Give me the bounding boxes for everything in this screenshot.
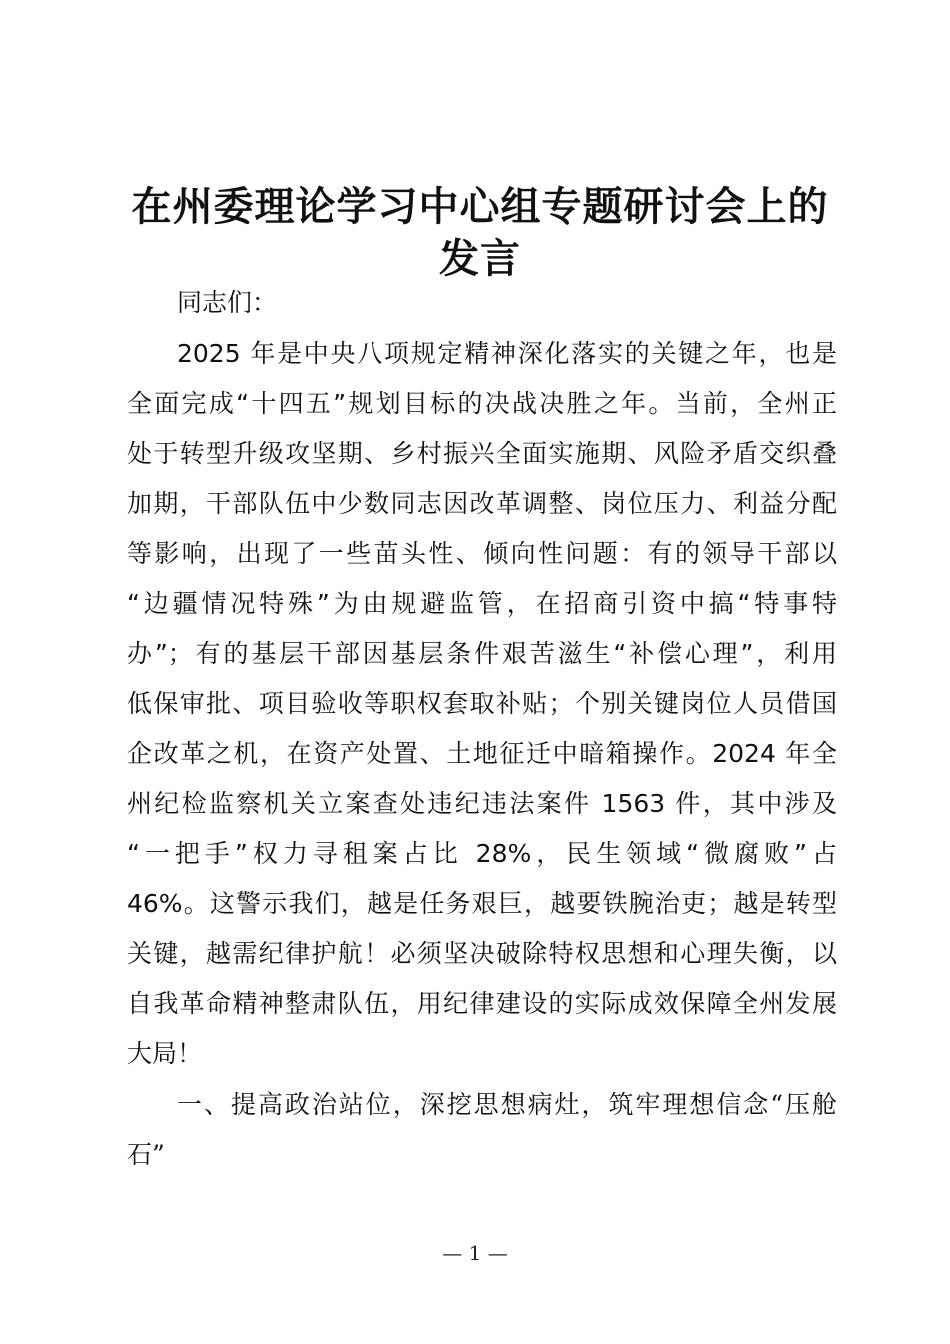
paragraph-1-line-11: “一把手”权力寻租案占比 28%，民生领域“微腐败”占	[127, 839, 837, 868]
paragraph-1-line-8: 低保审批、项目验收等职权套取补贴；个别关键岗位人员借国	[127, 689, 837, 718]
paragraph-1-line-14: 自我革命精神整肃队伍，用纪律建设的实际成效保障全州发展	[127, 989, 837, 1018]
document-title-line-1: 在州委理论学习中心组专题研讨会上的	[131, 183, 829, 230]
paragraph-1-line-10: 州纪检监察机关立案查处违纪违法案件 1563 件，其中涉及	[127, 789, 837, 818]
paragraph-1-line-6: “边疆情况特殊”为由规避监管，在招商引资中搞“特事特	[127, 589, 837, 618]
salutation: 同志们：	[177, 288, 278, 317]
paragraph-1-line-4: 加期，干部队伍中少数同志因改革调整、岗位压力、利益分配	[127, 489, 837, 518]
paragraph-1-line-2: 全面完成“十四五”规划目标的决战决胜之年。当前，全州正	[127, 389, 837, 418]
section-heading-1-line-2: 石”	[127, 1140, 165, 1169]
paragraph-1-line-9: 企改革之机，在资产处置、土地征迁中暗箱操作。2024 年全	[127, 739, 837, 768]
page-number: — 1 —	[442, 1241, 508, 1265]
paragraph-1-line-3: 处于转型升级攻坚期、乡村振兴全面实施期、风险矛盾交织叠	[127, 439, 837, 468]
section-heading-1-line-1: 一、提高政治站位，深挖思想病灶，筑牢理想信念“压舱	[177, 1090, 837, 1119]
paragraph-1-line-13: 关键，越需纪律护航！必须坚决破除特权思想和心理失衡，以	[127, 939, 837, 968]
document-title-line-2: 发言	[439, 235, 521, 282]
paragraph-1-line-5: 等影响，出现了一些苗头性、倾向性问题：有的领导干部以	[127, 539, 837, 568]
paragraph-1-line-7: 办”；有的基层干部因基层条件艰苦滋生“补偿心理”，利用	[127, 639, 837, 668]
paragraph-1-line-12: 46%。这警示我们，越是任务艰巨，越要铁腕治吏；越是转型	[127, 889, 837, 918]
paragraph-1-line-15: 大局！	[127, 1039, 203, 1068]
paragraph-1-line-1: 2025 年是中央八项规定精神深化落实的关键之年，也是	[177, 339, 837, 368]
